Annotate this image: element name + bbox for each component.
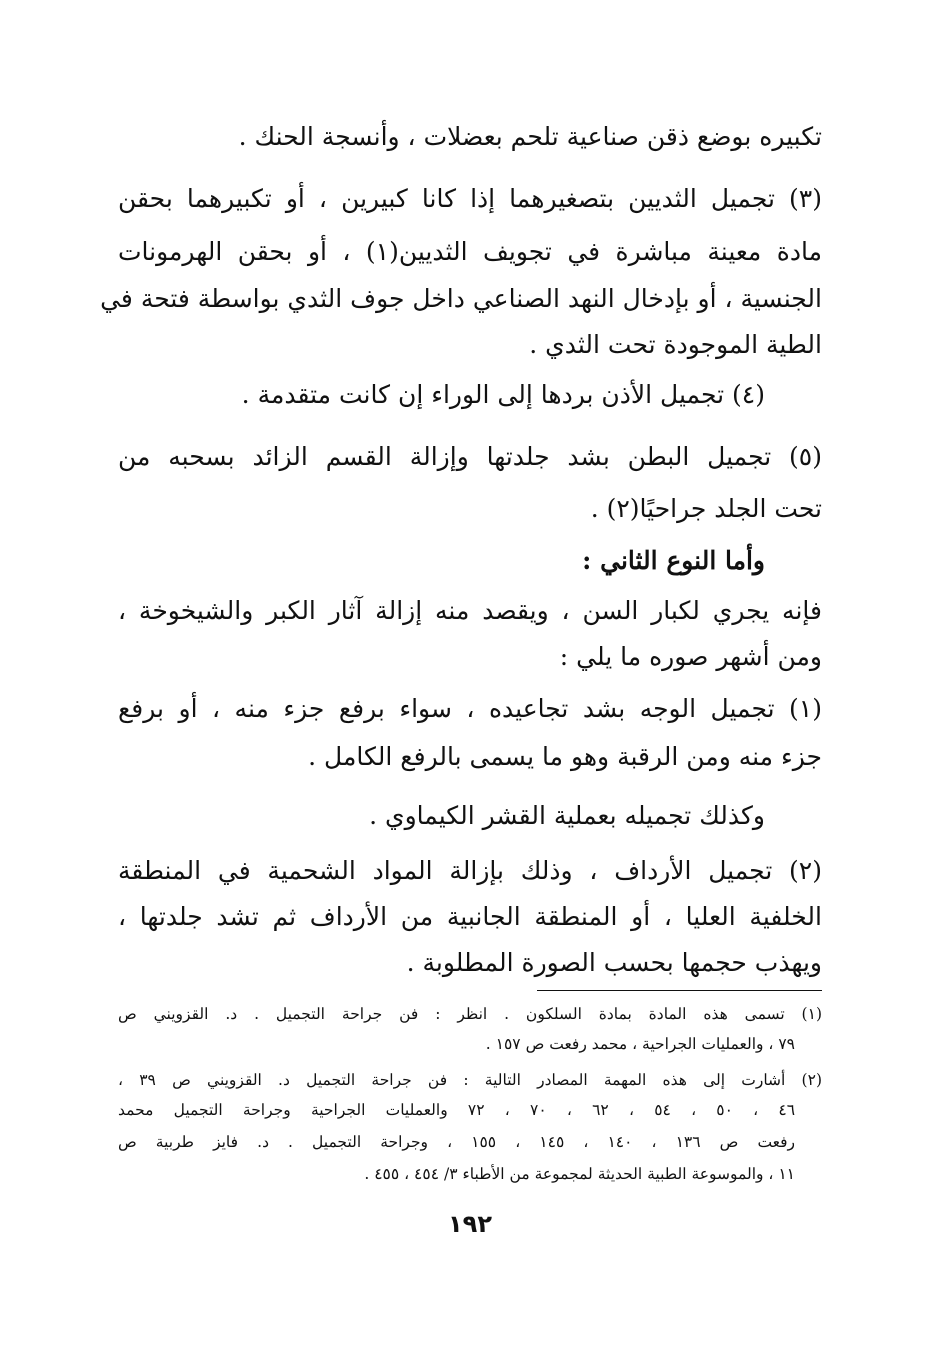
section-heading: وأما النوع الثاني : [582, 546, 765, 575]
footnote-line: رفعت ص ١٣٦ ، ١٤٠ ، ١٤٥ ، ١٥٥ ، وجراحة التجميل . د. فايز طربية ص [118, 1133, 796, 1151]
footnote-divider [537, 990, 822, 991]
text-line: ومن أشهر صوره ما يلي : [559, 642, 822, 671]
text-line: وكذلك تجميله بعملية القشر الكيماوي . [369, 801, 765, 830]
text-line: الطية الموجودة تحت الثدي . [529, 330, 822, 359]
footnote-line: (١) تسمى هذه المادة بمادة السلكون . انظر : فن جراحة التجميل . د. القزويني ص [118, 1005, 822, 1023]
text-line: فإنه يجري لكبار السن ، ويقصد منه إزالة آثار الكبر والشيخوخة ، [118, 596, 822, 625]
text-line: جزء منه ومن الرقبة وهو ما يسمى بالرفع الكامل . [308, 742, 822, 771]
text-line: (٥) تجميل البطن بشد جلدتها وإزالة القسم الزائد بسحبه من [118, 442, 822, 471]
text-line: (٢) تجميل الأرداف ، وذلك بإزالة المواد الشحمية في المنطقة [118, 856, 822, 885]
footnote-line: ٤٦ ، ٥٠ ، ٥٤ ، ٦٢ ، ٧٠ ، ٧٢ والعمليات الجراحية وجراحة التجميل محمد [118, 1101, 796, 1119]
footnote-line: ١١ ، والموسوعة الطبية الحديثة لمجموعة من الأطباء ٣/ ٤٥٤ ، ٤٥٥ . [364, 1165, 795, 1183]
text-line: (١) تجميل الوجه بشد تجاعيده ، سواء برفع جزء منه ، أو برفع [118, 694, 822, 723]
text-line: (٤) تجميل الأذن بردها إلى الوراء إن كانت متقدمة . [241, 380, 765, 409]
text-line: الخلفية العليا ، أو المنطقة الجانبية من الأرداف ثم تشد جلدتها ، [118, 902, 822, 931]
footnote-line: (٢) أشارت إلى هذه المهمة المصادر التالية : فن جراحة التجميل د. القزويني ص ٣٩ ، [118, 1071, 822, 1089]
page-number: ١٩٢ [448, 1210, 492, 1238]
text-line: الجنسية ، أو بإدخال النهد الصناعي داخل جوف الثدي بواسطة فتحة في [100, 284, 822, 313]
text-line: تكبيره بوضع ذقن صناعية تلحم بعضلات ، وأنسجة الحنك . [238, 122, 822, 151]
footnote-line: ٧٩ ، والعمليات الجراحية ، محمد رفعت ص ١٥٧ . [485, 1035, 795, 1053]
text-line: (٣) تجميل الثديين بتصغيرهما إذا كانا كبيرين ، أو تكبيرهما بحقن [118, 184, 822, 213]
text-line: ويهذب حجمها بحسب الصورة المطلوبة . [406, 948, 822, 977]
text-line: مادة معينة مباشرة في تجويف الثديين(١) ، أو بحقن الهرمونات [118, 237, 822, 266]
text-line: تحت الجلد جراحيًا(٢) . [590, 494, 822, 523]
